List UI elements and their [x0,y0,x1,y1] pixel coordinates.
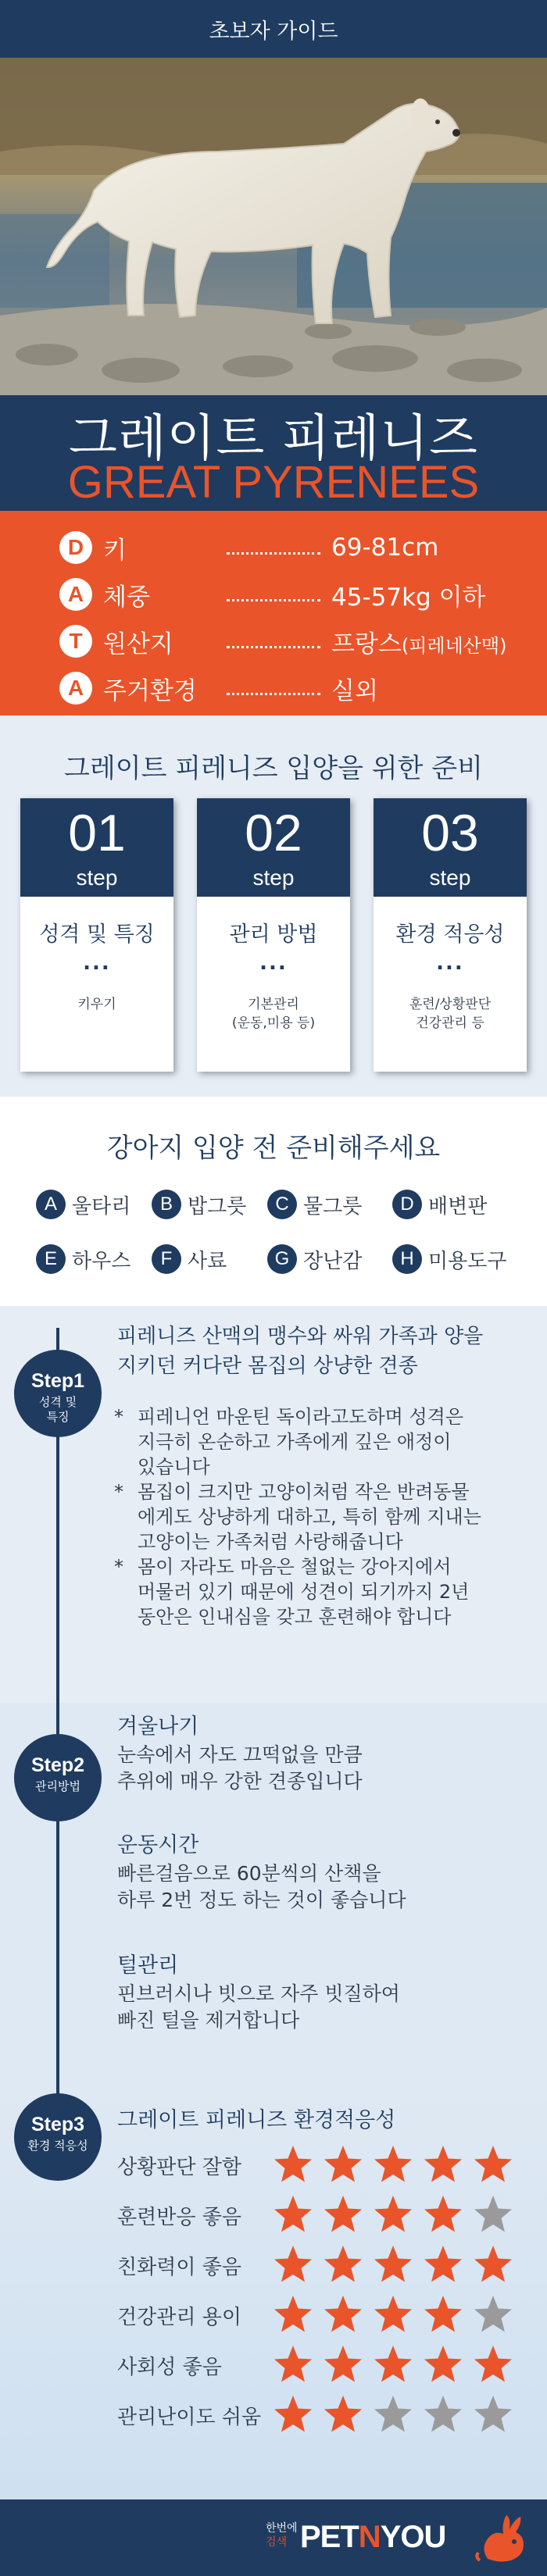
star-shape [274,2346,312,2382]
rating-stars [272,2393,530,2435]
step-name: 성격 및 특징 [39,922,155,947]
brand-part: N [358,2520,381,2554]
step2-block-exercise [117,1831,539,1914]
dog-photo [0,58,547,395]
step1-bullet [114,1479,536,1554]
star-shape [374,2296,412,2332]
star-shape [474,2146,512,2182]
supply-label: 울타리 [72,1194,131,1218]
info-row-weight [0,575,547,614]
supply-badge: F [152,1244,181,1274]
step2-block-line: 눈속에서 자도 끄떡없을 만큼 [117,1743,363,1766]
star-shape [424,2246,462,2282]
step-desc-line: 훈련/상황판단 [409,997,492,1012]
info-value [331,624,507,659]
star-shape [374,2196,412,2232]
info-value: 실외 [331,676,378,705]
star-shape [474,2296,512,2332]
rating-row [117,2292,539,2339]
step-description [197,995,350,1033]
bullet-mark: * [114,1406,123,1428]
dotted-leader [227,552,320,555]
star-filled-icon [322,2293,364,2335]
star-filled-icon [472,2243,514,2285]
info-row-origin [0,622,547,661]
adoption-prep-section [0,715,547,1097]
rating-label: 훈련반응 좋음 [117,2206,241,2229]
bullet-mark: * [114,1556,123,1578]
info-value: 69-81cm [331,533,439,562]
dotted-leader [227,693,320,695]
circle-sub-line: 성격 및 [38,1395,77,1409]
star-shape [374,2346,412,2382]
supply-item-potty-pad [392,1189,487,1220]
star-filled-icon [322,2393,364,2435]
step1-heading-line: 지키던 커다란 몸집의 상냥한 견종 [117,1354,418,1378]
supply-label: 밥그릇 [188,1194,247,1218]
step2-block-winter [117,1712,539,1795]
step1-heading [117,1322,539,1381]
info-badge: A [59,672,92,705]
step2-block-line: 하루 2번 정도 하는 것이 좋습니다 [117,1889,406,1911]
supply-label: 사료 [188,1249,227,1273]
bullet-line: 머물러 있기 때문에 성견이 되기까지 2년 [138,1581,470,1603]
footer-tagline [266,2521,298,2549]
supply-item-water-bowl [267,1189,362,1220]
star-filled-icon [422,2143,464,2185]
dog-photo-illustration [0,58,547,395]
info-value-main: 프랑스 [331,630,402,658]
step-number: 02 [245,804,302,862]
info-label: 체중 [103,583,150,612]
star-filled-icon [372,2293,414,2335]
prep-title: 그레이트 피레니즈 입양을 위한 준비 [64,753,483,784]
step1-circle [14,1350,102,1437]
star-shape [274,2246,312,2282]
star-filled-icon [322,2143,364,2185]
rating-row [117,2242,539,2289]
star-filled-icon [272,2293,314,2335]
rating-row [117,2392,539,2439]
star-shape [274,2196,312,2232]
supply-badge: B [152,1190,181,1219]
bullet-line: 에게도 상냥하게 대하고, 특히 함께 지내는 [138,1506,481,1528]
timeline-line [56,1328,59,2125]
info-label: 키 [103,536,127,565]
star-shape [474,2396,512,2432]
step2-block-title: 겨울나기 [117,1714,199,1739]
star-filled-icon [372,2193,414,2235]
supply-item-feed [152,1243,227,1275]
rating-stars [272,2193,530,2235]
footer-brand-bar [0,2499,547,2576]
star-shape [474,2346,512,2382]
breed-title-box [0,395,547,511]
step2-block-line: 빠진 털을 제거합니다 [117,2009,300,2032]
step-name: 환경 적응성 [395,922,505,947]
rating-label: 건강관리 용이 [117,2306,241,2329]
step1-bullet [114,1554,536,1629]
star-shape [424,2346,462,2382]
step2-block-title: 털관리 [117,1953,179,1978]
adaptability-title: 그레이트 피레니즈 환경적응성 [117,2108,396,2132]
supplies-section [0,1097,547,1306]
info-badge: T [59,625,92,658]
bullet-line: 피레니언 마운틴 독이라고도하며 성격은 [138,1406,464,1428]
footer-tagline-line: 한번에 [266,2522,298,2535]
star-shape [474,2196,512,2232]
step-card-03[interactable] [374,798,527,1072]
rating-stars [272,2243,530,2285]
star-empty-icon [422,2393,464,2435]
star-shape [424,2296,462,2332]
supply-item-fence [36,1189,130,1220]
bullet-line: 몸이 자라도 마음은 철없는 강아지에서 [138,1556,452,1578]
rating-stars [272,2343,530,2385]
star-filled-icon [472,2143,514,2185]
rating-label: 관리난이도 쉬움 [117,2406,262,2429]
rating-row [117,2142,539,2189]
info-row-height [0,528,547,567]
step-word: step [252,865,295,890]
star-empty-icon [472,2393,514,2435]
step-number: 03 [421,804,479,862]
step2-block-title: 운동시간 [117,1833,199,1857]
supply-label: 배변판 [428,1194,488,1218]
step1-heading-line: 피레니즈 산맥의 맹수와 싸워 가족과 양을 [117,1325,484,1348]
bullet-line: 있습니다 [138,1456,210,1478]
info-value: 45-57kg 이하 [331,583,486,612]
bullet-line: 지극히 온순하고 가족에게 깊은 애정이 [138,1431,452,1453]
info-badge: A [59,578,92,611]
step-desc-line: 기본관리 [248,997,299,1012]
star-shape [324,2296,362,2332]
star-shape [324,2196,362,2232]
star-shape [274,2146,312,2182]
rating-label: 상황판단 잘함 [117,2156,241,2179]
bullet-line: 고양이는 가족처럼 사랑해줍니다 [138,1531,403,1553]
circle-sub-line: 특징 [46,1410,70,1424]
step2-block-line: 빠른걸음으로 60분씩의 산책을 [117,1862,381,1885]
dotted-leader [227,599,320,601]
supply-badge: G [267,1244,297,1274]
step2-circle-title: Step2 [30,1754,85,1776]
star-filled-icon [422,2243,464,2285]
star-filled-icon [372,2143,414,2185]
step-ellipsis: ... [436,951,464,975]
rating-row [117,2192,539,2239]
info-badge: D [59,531,92,564]
step-description [20,995,173,1014]
step-name: 관리 방법 [229,922,318,947]
rating-label: 사회성 좋음 [117,2356,222,2379]
step3-circle [14,2093,102,2181]
star-filled-icon [372,2243,414,2285]
supply-item-grooming-tools [392,1243,506,1275]
star-filled-icon [422,2293,464,2335]
star-shape [374,2396,412,2432]
star-filled-icon [322,2343,364,2385]
star-filled-icon [422,2343,464,2385]
star-filled-icon [272,2393,314,2435]
star-shape [324,2246,362,2282]
step2-block-coat [117,1951,539,2034]
step-ellipsis: ... [83,951,111,975]
supply-label: 미용도구 [428,1249,507,1273]
petnyou-logo-text[interactable] [300,2520,445,2555]
supply-badge: E [36,1244,66,1274]
star-empty-icon [372,2393,414,2435]
star-filled-icon [272,2143,314,2185]
star-filled-icon [272,2193,314,2235]
step1-circle-title: Step1 [30,1370,85,1392]
step2-block-line: 핀브러시나 빗으로 자주 빗질하여 [117,1982,400,2005]
star-filled-icon [472,2343,514,2385]
star-filled-icon [322,2243,364,2285]
step2-circle [14,1734,102,1821]
step3-circle-subtitle [19,2139,97,2153]
supply-item-house [36,1243,130,1275]
step2-block-line: 추위에 매우 강한 견종입니다 [117,1770,363,1793]
star-shape [474,2246,512,2282]
info-value-note: (피레네산맥) [401,634,507,657]
step3-circle-title: Step3 [30,2114,85,2135]
footer-tagline-line: 검색 [266,2536,288,2549]
brand-part: YOU [380,2520,446,2554]
star-shape [424,2196,462,2232]
rabbit-logo-icon [472,2512,531,2567]
step-ellipsis: ... [259,951,288,975]
rating-row [117,2342,539,2389]
rating-label: 친화력이 좋음 [117,2256,241,2279]
star-filled-icon [272,2343,314,2385]
star-empty-icon [472,2293,514,2335]
bullet-mark: * [114,1481,123,1503]
bullet-line: 동안은 인내심을 갖고 훈련해야 합니다 [138,1606,452,1628]
breed-title-korean: 그레이트 피레니즈 [69,410,478,468]
step-card-header [197,798,350,897]
step-desc-line: 키우기 [77,997,116,1012]
step-card-02[interactable] [197,798,350,1072]
step-card-header [374,798,527,897]
info-label: 원산지 [103,630,173,658]
step-number: 01 [68,804,126,862]
star-shape [274,2296,312,2332]
bullet-line: 몸집이 크지만 고양이처럼 작은 반려동물 [138,1481,470,1503]
supply-badge: D [392,1190,422,1219]
step-word: step [76,865,118,890]
star-shape [274,2396,312,2432]
step-word: step [429,865,471,890]
step-desc-line: 건강관리 등 [416,1015,484,1031]
circle-sub-line: 관리방법 [35,1779,80,1793]
supply-item-food-bowl [152,1189,246,1220]
step-desc-line: (운동,미용 등) [231,1015,316,1031]
star-shape [424,2396,462,2432]
star-shape [374,2246,412,2282]
step1-bullet [114,1404,536,1479]
star-shape [324,2146,362,2182]
guide-label: 초보자 가이드 [209,19,338,44]
supply-badge: A [36,1190,66,1219]
supply-badge: C [267,1190,297,1219]
breed-info-panel [0,511,547,715]
info-label: 주거환경 [103,676,197,705]
step2-circle-subtitle [19,1779,97,1794]
star-filled-icon [372,2343,414,2385]
supply-label: 하우스 [72,1249,131,1273]
breed-title-english: GREAT PYRENEES [67,457,480,508]
dotted-leader [227,646,320,648]
step1-bullet-list [114,1404,536,1629]
star-empty-icon [472,2193,514,2235]
step1-circle-subtitle [19,1395,97,1425]
rating-stars [272,2143,530,2185]
star-shape [374,2146,412,2182]
star-shape [324,2396,362,2432]
star-filled-icon [422,2193,464,2235]
supply-label: 물그릇 [303,1194,363,1218]
info-row-housing [0,669,547,708]
brand-part: PET [300,2520,359,2554]
step-card-01[interactable] [20,798,173,1072]
supply-label: 장난감 [303,1249,363,1273]
star-shape [324,2346,362,2382]
star-filled-icon [272,2243,314,2285]
step-description [374,995,527,1033]
guide-header [0,0,547,58]
rating-stars [272,2293,530,2335]
star-filled-icon [322,2193,364,2235]
circle-sub-line: 환경 적응성 [27,2139,88,2153]
step-card-header [20,798,173,897]
supplies-title: 강아지 입양 전 준비해주세요 [106,1133,441,1164]
star-shape [424,2146,462,2182]
supply-item-toy [267,1243,362,1275]
supply-badge: H [392,1244,422,1274]
